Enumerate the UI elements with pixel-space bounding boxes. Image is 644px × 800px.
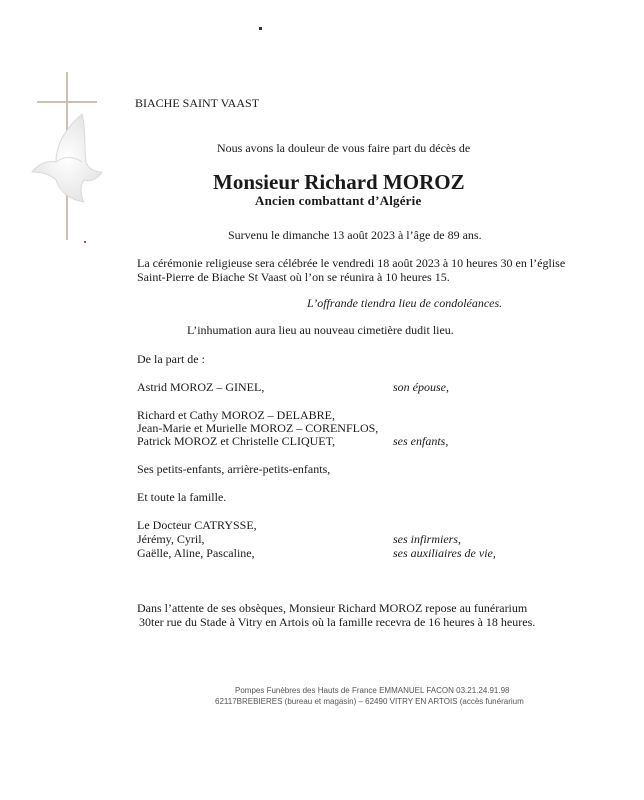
children-role: ses enfants, bbox=[393, 434, 449, 448]
child-line: Jean-Marie et Murielle MOROZ – CORENFLOS, bbox=[137, 421, 379, 435]
child-line: Patrick MOROZ et Christelle CLIQUET, bbox=[137, 434, 336, 448]
deceased-name: Monsieur Richard MOROZ bbox=[213, 170, 465, 194]
offering-line: L’offrande tiendra lieu de condoléances. bbox=[307, 296, 503, 310]
scan-speck bbox=[84, 241, 86, 243]
ceremony-line-2: Saint-Pierre de Biache St Vaast où l’on se réunira à 10 heures 15. bbox=[137, 270, 450, 284]
spouse-name: Astrid MOROZ – GINEL, bbox=[137, 380, 265, 394]
ceremony-line-1: La cérémonie religieuse sera célébrée le vendredi 18 août 2023 à 10 heures 30 en l’église bbox=[137, 256, 566, 270]
nurses-role: ses infirmiers, bbox=[393, 532, 462, 546]
place-header: BIACHE SAINT VAAST bbox=[135, 96, 260, 110]
carer-line: Gaëlle, Aline, Pascaline, bbox=[137, 546, 255, 560]
child-line: Richard et Cathy MOROZ – DELABRE, bbox=[137, 408, 335, 422]
rest-line-2: 30ter rue du Stade à Vitry en Artois où la famille recevra de 16 heures à 18 heures. bbox=[139, 615, 536, 629]
intro-line: Nous avons la douleur de vous faire part du décès de bbox=[217, 141, 471, 155]
burial-line: L’inhumation aura lieu au nouveau cimetière dudit lieu. bbox=[187, 323, 454, 337]
dove-icon bbox=[26, 110, 106, 206]
deceased-title: Ancien combattant d’Algérie bbox=[255, 193, 422, 208]
spouse-role: son épouse, bbox=[393, 380, 449, 394]
all-family-line: Et toute la famille. bbox=[137, 490, 227, 504]
death-date-line: Survenu le dimanche 13 août 2023 à l’âge de 89 ans. bbox=[228, 228, 482, 242]
aides-role: ses auxiliaires de vie, bbox=[393, 546, 496, 560]
footer-line-1: Pompes Funèbres des Hauts de France EMMANUEL FACON 03.21.24.91.98 bbox=[235, 686, 510, 695]
carer-line: Jérémy, Cyril, bbox=[137, 532, 205, 546]
from-label: De la part de : bbox=[137, 352, 205, 366]
scan-speck bbox=[259, 27, 262, 30]
carer-line: Le Docteur CATRYSSE, bbox=[137, 518, 257, 532]
footer-line-2: 62117BREBIERES (bureau et magasin) – 62490 VITRY EN ARTOIS (accès funérarium bbox=[215, 697, 524, 706]
grandchildren-line: Ses petits-enfants, arrière-petits-enfants, bbox=[137, 462, 331, 476]
rest-line-1: Dans l’attente de ses obsèques, Monsieur Richard MOROZ repose au funérarium bbox=[137, 601, 528, 615]
